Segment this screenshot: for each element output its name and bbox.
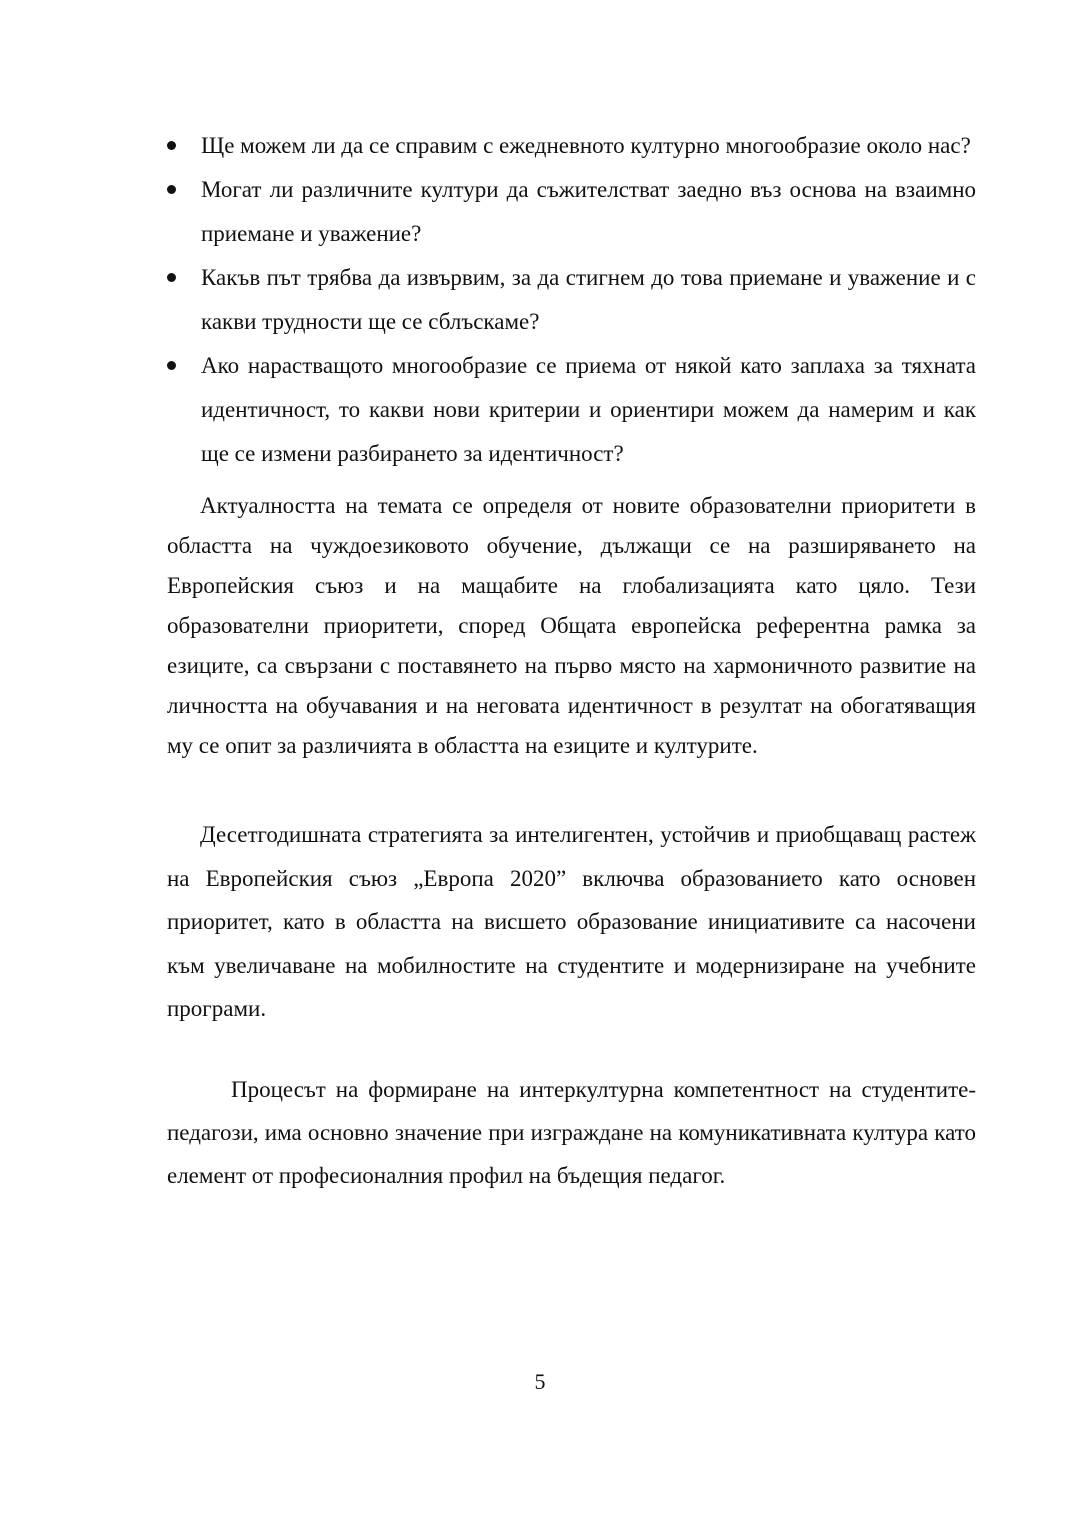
paragraph-strategy: Десетгодишната стратегията за интелигентен, устойчив и приобщаващ растеж на Европейския съюз „Европа 2020” включва образованието като основен приоритет, като в областта на висшето образование инициативите са насочени към увеличаване на мобилностите на студентите и модернизиране на учебните програми. bbox=[167, 822, 976, 1021]
list-item bbox=[167, 256, 976, 344]
list-item-text: Ще можем ли да се справим с ежедневното културно многообразие около нас? bbox=[201, 133, 971, 158]
paragraph-competence: Процесът на формиране на интеркултурна компетентност на студентите-педагози, има основно значение при изграждане на комуникативната култура като елемент от професионалния профил на бъдещия педагог. bbox=[167, 1076, 976, 1188]
paragraph-relevance: Актуалността на темата се определя от новите образователни приоритети в областта на чуждоезиковото обучение, дължащи се на разширяването на Европейския съюз и на мащабите на глобализацията като цяло. Тези образователни приоритети, според Общата европейска референтна рамка за езиците, са свързани с поставянето на първо място на хармоничното развитие на личността на обучавания и на неговата идентичност в резултат на обогатяващия му се опит за различията в областта на езиците и културите. bbox=[167, 493, 976, 758]
bullet-icon bbox=[167, 141, 176, 150]
page-content bbox=[167, 124, 976, 1197]
list-item bbox=[167, 168, 976, 256]
list-item-text: Какъв път трябва да извървим, за да стигнем до това приемане и уважение и с какви трудности ще се сблъскаме? bbox=[201, 265, 976, 334]
question-list bbox=[167, 124, 976, 476]
bullet-icon bbox=[167, 361, 176, 370]
list-item bbox=[167, 344, 976, 476]
list-item-text: Ако нарастващото многообразие се приема от някой като заплаха за тяхната идентичност, то какви нови критерии и ориентири можем да намерим и как ще се измени разбирането за идентичност? bbox=[201, 353, 976, 466]
list-item-text: Могат ли различните култури да съжителстват заедно въз основа на взаимно приемане и уважение? bbox=[201, 177, 976, 246]
bullet-icon bbox=[167, 273, 176, 282]
bullet-icon bbox=[167, 185, 176, 194]
page-number: 5 bbox=[534, 1369, 546, 1394]
list-item bbox=[167, 124, 976, 168]
